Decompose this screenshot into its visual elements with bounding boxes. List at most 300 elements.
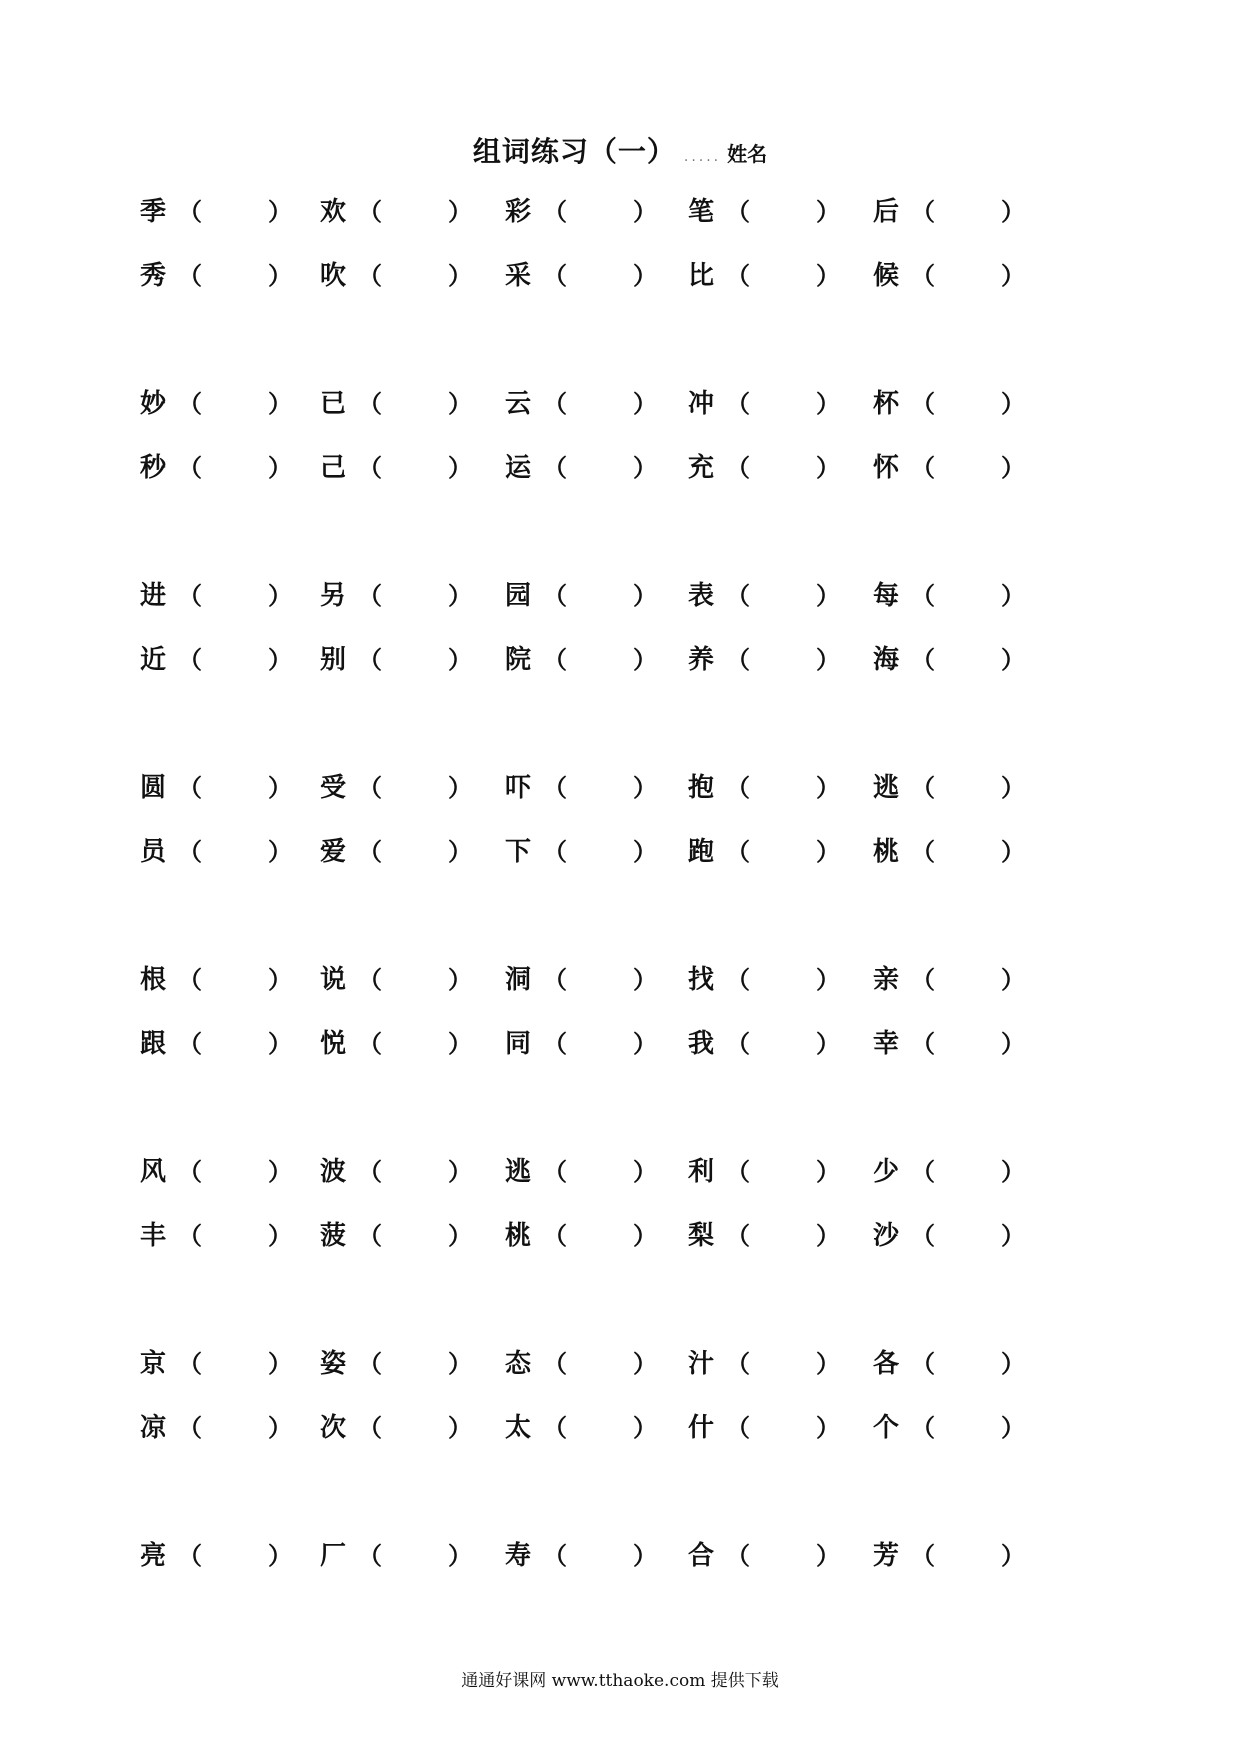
open-paren: （ [358, 774, 382, 802]
close-paren: ） [448, 390, 472, 418]
open-paren: （ [178, 1414, 202, 1442]
open-paren: （ [178, 838, 202, 866]
word-item [873, 1024, 1043, 1064]
target-character: 妙 [140, 389, 167, 419]
answer-blank[interactable] [559, 260, 629, 292]
close-paren: ） [268, 1222, 292, 1250]
word-item [505, 576, 675, 616]
open-paren: （ [726, 1542, 750, 1570]
word-item [505, 640, 675, 680]
open-paren: （ [358, 582, 382, 610]
word-item [505, 1408, 675, 1448]
target-character: 态 [505, 1349, 532, 1379]
target-character: 悦 [320, 1029, 347, 1059]
answer-blank[interactable] [742, 1220, 812, 1252]
open-paren: （ [911, 582, 935, 610]
answer-blank[interactable] [559, 1028, 629, 1060]
answer-blank[interactable] [559, 580, 629, 612]
target-character: 亮 [140, 1541, 167, 1571]
answer-blank[interactable] [194, 1412, 264, 1444]
open-paren: （ [911, 1542, 935, 1570]
name-label: 姓名 [727, 142, 768, 166]
target-character: 逃 [505, 1157, 532, 1187]
target-character: 院 [505, 645, 532, 675]
close-paren: ） [816, 1222, 840, 1250]
open-paren: （ [543, 646, 567, 674]
close-paren: ） [633, 1414, 657, 1442]
answer-blank[interactable] [742, 1156, 812, 1188]
word-item [873, 640, 1043, 680]
target-character: 笔 [688, 197, 715, 227]
open-paren: （ [358, 262, 382, 290]
answer-blank[interactable] [927, 1028, 997, 1060]
open-paren: （ [543, 1158, 567, 1186]
word-item [505, 1344, 675, 1384]
word-item [873, 960, 1043, 1000]
answer-blank[interactable] [559, 388, 629, 420]
answer-blank[interactable] [194, 260, 264, 292]
word-item [873, 192, 1043, 232]
word-item [140, 384, 310, 424]
answer-blank[interactable] [742, 836, 812, 868]
word-item [140, 640, 310, 680]
word-item [140, 768, 310, 808]
answer-blank[interactable] [559, 1348, 629, 1380]
open-paren: （ [726, 1414, 750, 1442]
close-paren: ） [268, 454, 292, 482]
close-paren: ） [1001, 198, 1025, 226]
answer-blank[interactable] [927, 1412, 997, 1444]
answer-blank[interactable] [194, 196, 264, 228]
open-paren: （ [543, 454, 567, 482]
answer-blank[interactable] [374, 388, 444, 420]
answer-blank[interactable] [194, 964, 264, 996]
close-paren: ） [268, 198, 292, 226]
word-item [688, 960, 858, 1000]
target-character: 季 [140, 197, 167, 227]
answer-blank[interactable] [559, 452, 629, 484]
close-paren: ） [1001, 646, 1025, 674]
answer-blank[interactable] [742, 580, 812, 612]
footer-credit: 通通好课网 www.tthaoke.com 提供下载 [461, 1671, 779, 1691]
open-paren: （ [178, 966, 202, 994]
close-paren: ） [448, 1222, 472, 1250]
answer-blank[interactable] [194, 452, 264, 484]
close-paren: ） [816, 1350, 840, 1378]
answer-blank[interactable] [742, 772, 812, 804]
target-character: 吹 [320, 261, 347, 291]
word-item [873, 1536, 1043, 1576]
target-character: 比 [688, 261, 715, 291]
close-paren: ） [1001, 966, 1025, 994]
word-item [320, 640, 490, 680]
target-character: 寿 [505, 1541, 532, 1571]
answer-blank[interactable] [194, 836, 264, 868]
answer-blank[interactable] [194, 1220, 264, 1252]
answer-blank[interactable] [374, 1348, 444, 1380]
target-character: 下 [505, 837, 532, 867]
close-paren: ） [1001, 390, 1025, 418]
target-character: 京 [140, 1349, 167, 1379]
answer-blank[interactable] [559, 1156, 629, 1188]
word-item [320, 1216, 490, 1256]
target-character: 个 [873, 1413, 900, 1443]
target-character: 太 [505, 1413, 532, 1443]
target-character: 说 [320, 965, 347, 995]
word-item [140, 1024, 310, 1064]
answer-blank[interactable] [194, 388, 264, 420]
answer-blank[interactable] [194, 644, 264, 676]
target-character: 根 [140, 965, 167, 995]
close-paren: ） [448, 1158, 472, 1186]
word-item [505, 768, 675, 808]
answer-blank[interactable] [374, 196, 444, 228]
target-character: 园 [505, 581, 532, 611]
open-paren: （ [178, 262, 202, 290]
exercise-row [0, 576, 1240, 616]
target-character: 波 [320, 1157, 347, 1187]
close-paren: ） [268, 774, 292, 802]
target-character: 洞 [505, 965, 532, 995]
open-paren: （ [911, 262, 935, 290]
target-character: 菠 [320, 1221, 347, 1251]
close-paren: ） [816, 646, 840, 674]
exercise-row [0, 384, 1240, 424]
close-paren: ） [633, 838, 657, 866]
answer-blank[interactable] [927, 260, 997, 292]
worksheet-title: 组词练习（一） [472, 135, 676, 168]
target-character: 云 [505, 389, 532, 419]
close-paren: ） [816, 582, 840, 610]
open-paren: （ [726, 582, 750, 610]
close-paren: ） [816, 1414, 840, 1442]
close-paren: ） [268, 390, 292, 418]
target-character: 另 [320, 581, 347, 611]
close-paren: ） [633, 1222, 657, 1250]
close-paren: ） [1001, 1158, 1025, 1186]
target-character: 利 [688, 1157, 715, 1187]
answer-blank[interactable] [927, 836, 997, 868]
target-character: 厂 [320, 1541, 347, 1571]
word-item [688, 1408, 858, 1448]
answer-blank[interactable] [927, 1220, 997, 1252]
open-paren: （ [358, 390, 382, 418]
exercise-row [0, 1152, 1240, 1192]
word-item [320, 960, 490, 1000]
close-paren: ） [448, 262, 472, 290]
answer-blank[interactable] [742, 1540, 812, 1572]
open-paren: （ [911, 646, 935, 674]
target-character: 已 [320, 389, 347, 419]
answer-blank[interactable] [374, 452, 444, 484]
target-character: 跑 [688, 837, 715, 867]
target-character: 杯 [873, 389, 900, 419]
answer-blank[interactable] [194, 1348, 264, 1380]
target-character: 海 [873, 645, 900, 675]
word-item [140, 256, 310, 296]
answer-blank[interactable] [927, 1348, 997, 1380]
close-paren: ） [268, 1350, 292, 1378]
answer-blank[interactable] [559, 964, 629, 996]
open-paren: （ [726, 454, 750, 482]
close-paren: ） [816, 390, 840, 418]
close-paren: ） [633, 1542, 657, 1570]
open-paren: （ [358, 1158, 382, 1186]
answer-blank[interactable] [742, 452, 812, 484]
target-character: 姿 [320, 1349, 347, 1379]
word-item [505, 1536, 675, 1576]
word-item [873, 384, 1043, 424]
answer-blank[interactable] [927, 388, 997, 420]
target-character: 各 [873, 1349, 900, 1379]
open-paren: （ [543, 774, 567, 802]
answer-blank[interactable] [374, 964, 444, 996]
target-character: 吓 [505, 773, 532, 803]
target-character: 我 [688, 1029, 715, 1059]
word-item [320, 768, 490, 808]
target-character: 逃 [873, 773, 900, 803]
answer-blank[interactable] [374, 1028, 444, 1060]
target-character: 冲 [688, 389, 715, 419]
target-character: 候 [873, 261, 900, 291]
open-paren: （ [358, 838, 382, 866]
close-paren: ） [633, 774, 657, 802]
word-item [505, 1152, 675, 1192]
answer-blank[interactable] [559, 196, 629, 228]
close-paren: ） [633, 646, 657, 674]
open-paren: （ [178, 1542, 202, 1570]
target-character: 什 [688, 1413, 715, 1443]
open-paren: （ [726, 262, 750, 290]
word-item [320, 832, 490, 872]
answer-blank[interactable] [559, 1220, 629, 1252]
target-character: 桃 [873, 837, 900, 867]
close-paren: ） [268, 1414, 292, 1442]
close-paren: ） [1001, 1030, 1025, 1058]
word-item [873, 1216, 1043, 1256]
word-item [505, 960, 675, 1000]
answer-blank[interactable] [374, 1412, 444, 1444]
close-paren: ） [816, 1030, 840, 1058]
close-paren: ） [633, 582, 657, 610]
answer-blank[interactable] [742, 260, 812, 292]
answer-blank[interactable] [194, 1540, 264, 1572]
open-paren: （ [726, 198, 750, 226]
answer-blank[interactable] [194, 580, 264, 612]
close-paren: ） [816, 838, 840, 866]
close-paren: ） [448, 966, 472, 994]
open-paren: （ [178, 646, 202, 674]
open-paren: （ [178, 1222, 202, 1250]
word-item [320, 1024, 490, 1064]
answer-blank[interactable] [927, 964, 997, 996]
close-paren: ） [268, 262, 292, 290]
answer-blank[interactable] [374, 1540, 444, 1572]
answer-blank[interactable] [374, 772, 444, 804]
answer-blank[interactable] [927, 580, 997, 612]
close-paren: ） [633, 198, 657, 226]
target-character: 别 [320, 645, 347, 675]
open-paren: （ [543, 838, 567, 866]
target-character: 进 [140, 581, 167, 611]
target-character: 爱 [320, 837, 347, 867]
word-item [873, 448, 1043, 488]
close-paren: ） [1001, 454, 1025, 482]
open-paren: （ [726, 1030, 750, 1058]
answer-blank[interactable] [194, 1156, 264, 1188]
target-character: 次 [320, 1413, 347, 1443]
target-character: 跟 [140, 1029, 167, 1059]
exercise-row [0, 1024, 1240, 1064]
target-character: 充 [688, 453, 715, 483]
word-item [688, 576, 858, 616]
answer-blank[interactable] [559, 772, 629, 804]
open-paren: （ [178, 582, 202, 610]
word-item [320, 1152, 490, 1192]
open-paren: （ [726, 390, 750, 418]
answer-blank[interactable] [742, 388, 812, 420]
open-paren: （ [911, 774, 935, 802]
open-paren: （ [358, 198, 382, 226]
close-paren: ） [268, 966, 292, 994]
open-paren: （ [178, 1350, 202, 1378]
answer-blank[interactable] [742, 644, 812, 676]
close-paren: ） [816, 262, 840, 290]
open-paren: （ [911, 390, 935, 418]
exercise-row [0, 768, 1240, 808]
answer-blank[interactable] [194, 772, 264, 804]
name-leader-dots: ..... [683, 149, 722, 165]
close-paren: ） [1001, 1414, 1025, 1442]
answer-blank[interactable] [742, 1412, 812, 1444]
word-item [873, 1344, 1043, 1384]
open-paren: （ [911, 454, 935, 482]
exercise-row [0, 1408, 1240, 1448]
answer-blank[interactable] [742, 964, 812, 996]
answer-blank[interactable] [374, 260, 444, 292]
answer-blank[interactable] [559, 1412, 629, 1444]
target-character: 秀 [140, 261, 167, 291]
close-paren: ） [816, 198, 840, 226]
word-item [320, 448, 490, 488]
target-character: 己 [320, 453, 347, 483]
word-item [140, 1216, 310, 1256]
word-item [320, 1344, 490, 1384]
word-item [320, 192, 490, 232]
close-paren: ） [448, 582, 472, 610]
target-character: 汁 [688, 1349, 715, 1379]
word-item [320, 384, 490, 424]
answer-blank[interactable] [927, 1156, 997, 1188]
word-item [140, 448, 310, 488]
answer-blank[interactable] [927, 772, 997, 804]
close-paren: ） [448, 1542, 472, 1570]
word-item [688, 448, 858, 488]
target-character: 合 [688, 1541, 715, 1571]
open-paren: （ [726, 1350, 750, 1378]
word-item [320, 256, 490, 296]
close-paren: ） [268, 582, 292, 610]
close-paren: ） [816, 1158, 840, 1186]
answer-blank[interactable] [374, 644, 444, 676]
open-paren: （ [178, 1158, 202, 1186]
close-paren: ） [448, 1350, 472, 1378]
close-paren: ） [448, 838, 472, 866]
answer-blank[interactable] [742, 1348, 812, 1380]
answer-blank[interactable] [374, 580, 444, 612]
target-character: 幸 [873, 1029, 900, 1059]
close-paren: ） [633, 262, 657, 290]
word-item [688, 1152, 858, 1192]
close-paren: ） [816, 1542, 840, 1570]
answer-blank[interactable] [374, 1156, 444, 1188]
answer-blank[interactable] [559, 1540, 629, 1572]
close-paren: ） [268, 1030, 292, 1058]
answer-blank[interactable] [559, 644, 629, 676]
word-item [688, 768, 858, 808]
exercise-row [0, 640, 1240, 680]
answer-blank[interactable] [194, 1028, 264, 1060]
word-item [873, 1408, 1043, 1448]
open-paren: （ [358, 646, 382, 674]
open-paren: （ [726, 838, 750, 866]
open-paren: （ [358, 454, 382, 482]
open-paren: （ [726, 1158, 750, 1186]
target-character: 亲 [873, 965, 900, 995]
word-item [505, 384, 675, 424]
answer-blank[interactable] [742, 196, 812, 228]
exercise-row [0, 1216, 1240, 1256]
answer-blank[interactable] [374, 1220, 444, 1252]
close-paren: ） [1001, 1222, 1025, 1250]
target-character: 抱 [688, 773, 715, 803]
open-paren: （ [543, 1350, 567, 1378]
answer-blank[interactable] [559, 836, 629, 868]
close-paren: ） [633, 454, 657, 482]
open-paren: （ [358, 1414, 382, 1442]
answer-blank[interactable] [927, 452, 997, 484]
target-character: 表 [688, 581, 715, 611]
close-paren: ） [1001, 1542, 1025, 1570]
open-paren: （ [543, 1542, 567, 1570]
open-paren: （ [178, 454, 202, 482]
close-paren: ） [633, 1030, 657, 1058]
word-item [140, 192, 310, 232]
open-paren: （ [911, 1222, 935, 1250]
answer-blank[interactable] [927, 196, 997, 228]
open-paren: （ [178, 774, 202, 802]
answer-blank[interactable] [927, 1540, 997, 1572]
word-item [688, 192, 858, 232]
answer-blank[interactable] [742, 1028, 812, 1060]
exercise-row [0, 960, 1240, 1000]
target-character: 怀 [873, 453, 900, 483]
open-paren: （ [911, 1030, 935, 1058]
close-paren: ） [633, 966, 657, 994]
answer-blank[interactable] [927, 644, 997, 676]
target-character: 后 [873, 197, 900, 227]
target-character: 圆 [140, 773, 167, 803]
worksheet-header [0, 130, 1240, 170]
close-paren: ） [1001, 838, 1025, 866]
exercise-row [0, 192, 1240, 232]
target-character: 风 [140, 1157, 167, 1187]
answer-blank[interactable] [374, 836, 444, 868]
word-item [140, 1344, 310, 1384]
open-paren: （ [543, 1030, 567, 1058]
word-item [505, 256, 675, 296]
open-paren: （ [543, 966, 567, 994]
